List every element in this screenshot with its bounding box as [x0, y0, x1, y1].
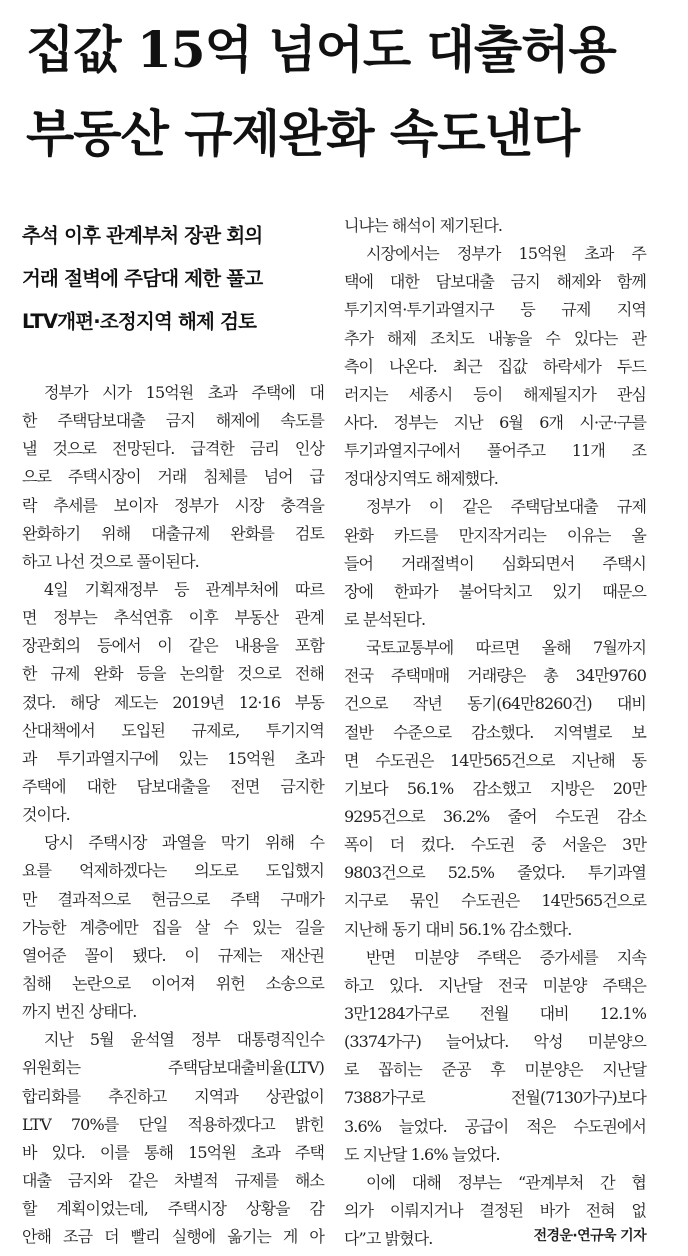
article-line: 한 주택담보대출 금지 해제에 속도를 — [22, 411, 324, 431]
article-line: 만 결과적으로 현금으로 주택 구매가 — [22, 889, 324, 909]
subheadline: LTV개편·조정지역 해제 검토 — [22, 310, 257, 333]
article-line: 장관회의 등에서 이 같은 내용을 포함 — [22, 636, 324, 656]
article-line: 9295건으로 36.2% 줄어 수도권 감소 — [344, 806, 646, 826]
article-line: 위원회는 주택담보대출비율(LTV) — [22, 1058, 324, 1078]
article-line: 투기지역·투기과열지구 등 규제 지역 — [344, 300, 646, 320]
article-line: 투기과열지구에서 풀어주고 11개 조 — [344, 441, 646, 461]
article-line: 할 계획이었는데, 주택시장 상황을 감 — [22, 1199, 324, 1219]
article-line: 택에 대한 담보대출 금지 해제와 함께 — [344, 272, 646, 292]
headline-line-1: 집값 15억 넘어도 대출허용 — [26, 20, 616, 79]
closing-line: 다”고 밝혔다. — [344, 1229, 433, 1249]
article-line: 반면 미분양 주택은 증가세를 지속 — [366, 947, 646, 967]
article-line: 지난해 동기 대비 56.1% 감소했다. — [344, 919, 572, 939]
article-line: 이에 대해 정부는 “관계부처 간 협 — [366, 1172, 646, 1192]
article-line: 7388가구로 전월(7130가구)보다 — [344, 1088, 646, 1108]
article-line: 국토교통부에 따르면 올해 7월까지 — [366, 638, 646, 658]
article-line: 낼 것으로 전망된다. 급격한 금리 인상 — [22, 439, 324, 459]
subheadline: 추석 이후 관계부처 장관 회의 — [22, 224, 263, 247]
article-line: 장에 한파가 불어닥치고 있기 때문으 — [344, 581, 646, 601]
article-line: 의가 이뤄지거나 결정된 바가 전혀 없 — [344, 1200, 646, 1220]
article-line: 지난 5월 윤석열 정부 대통령직인수 — [44, 1030, 324, 1050]
article-line: 바 있다. 이를 통해 15억원 초과 주택 — [22, 1142, 324, 1162]
article-line: 추가 해제 조치도 내놓을 수 있다는 관 — [344, 328, 646, 348]
article-line: 로 분석된다. — [344, 609, 426, 629]
byline: 전경운·연규욱 기자 — [533, 1228, 646, 1245]
article-line: 들어 거래절벽이 심화되면서 주택시 — [344, 553, 646, 573]
article-line: 대출 금지와 같은 차별적 규제를 해소 — [22, 1170, 324, 1190]
article-line: 폭이 더 컸다. 수도권 중 서울은 3만 — [344, 835, 646, 855]
left-column — [22, 212, 324, 1251]
article-line: 주택에 대한 담보대출을 전면 금지한 — [22, 776, 324, 796]
article-line: 면 정부는 추석연휴 이후 부동산 관계 — [22, 608, 324, 628]
article-line: (3374가구) 늘어났다. 악성 미분양으 — [344, 1032, 646, 1052]
article-line: 9803건으로 52.5% 줄었다. 투기과열 — [344, 863, 646, 883]
article-line: 절반 수준으로 감소했다. 지역별로 보 — [344, 722, 646, 742]
article-line: 로 꼽히는 준공 후 미분양은 지난달 — [344, 1060, 646, 1080]
article-line: 것이다. — [22, 805, 70, 825]
article-line: 당시 주택시장 과열을 막기 위해 수 — [44, 833, 324, 853]
article-line: 침해 논란으로 이어져 위헌 소송으로 — [22, 973, 324, 993]
right-column — [344, 212, 646, 1253]
article-line: 합리화를 추진하고 지역과 상관없이 — [22, 1086, 324, 1106]
article-line: 하고 있다. 지난달 전국 미분양 주택은 — [344, 975, 646, 995]
article-line: 니냐는 해석이 제기된다. — [344, 216, 503, 235]
article-line: 과 투기과열지구에 있는 15억원 초과 — [22, 748, 324, 768]
closing-row — [344, 1225, 646, 1253]
article-line: 러지는 세종시 등이 해제될지가 관심 — [344, 384, 646, 404]
article-line: 산대책에서 도입된 규제로, 투기지역 — [22, 720, 324, 740]
article-line: 지구로 묶인 수도권은 14만565건으로 — [344, 891, 646, 911]
left-column-body — [22, 379, 324, 1251]
article-line: 까지 번진 상태다. — [22, 1002, 137, 1022]
article-line: 기보다 56.1% 감소했고 지방은 20만 — [344, 778, 646, 798]
article-line: 정부가 시가 15억원 초과 주택에 대 — [44, 383, 324, 402]
article-line: 건으로 작년 동기(64만8260건) 대비 — [344, 694, 646, 714]
article-line: 면 수도권은 14만565건으로 지난해 동 — [344, 750, 646, 770]
article-line: 완화 카드를 만지작거리는 이유는 올 — [344, 525, 646, 545]
article-line: 한 규제 완화 등을 논의할 것으로 전해 — [22, 664, 324, 684]
article-line: 3.6% 늘었다. 공급이 적은 수도권에서 — [344, 1116, 646, 1136]
article-line: 3만1284가구로 전월 대비 12.1% — [344, 1003, 646, 1023]
article-line: 가능한 계층에만 집을 살 수 있는 길을 — [22, 917, 324, 937]
article-line: 안해 조금 더 빨리 실행에 옮기는 게 아 — [22, 1227, 324, 1247]
right-column-body — [344, 212, 646, 1225]
article-line: 측이 나온다. 최근 집값 하락세가 두드 — [344, 356, 646, 376]
article-line: 4일 기획재정부 등 관계부처에 따르 — [44, 579, 324, 599]
article-line: 열어준 꼴이 됐다. 이 규제는 재산권 — [22, 945, 324, 965]
article-line: 사다. 정부는 지난 6월 6개 시·군·구를 — [344, 412, 646, 432]
article-line: 정부가 이 같은 주택담보대출 규제 — [366, 497, 646, 517]
article-line: 졌다. 해당 제도는 2019년 12·16 부동 — [22, 692, 324, 712]
article-line: 전국 주택매매 거래량은 총 34만9760 — [344, 666, 646, 686]
subheadline: 거래 절벽에 주담대 제한 풀고 — [22, 267, 263, 290]
article-line: 완화하기 위해 대출규제 완화를 검토 — [22, 523, 324, 543]
headline-line-2: 부동산 규제완화 속도낸다 — [26, 104, 580, 163]
article-line: 정대상지역도 해제했다. — [344, 469, 498, 489]
article-line: 락 추세를 보이자 정부가 시장 충격을 — [22, 495, 324, 515]
article-line: 시장에서는 정부가 15억원 초과 주 — [366, 244, 646, 264]
article-line: 요를 억제하겠다는 의도로 도입했지 — [22, 861, 324, 881]
article-line: 하고 나선 것으로 풀이된다. — [22, 551, 199, 571]
article-line: 도 지난달 1.6% 늘었다. — [344, 1144, 500, 1164]
article-line: 으로 주택시장이 거래 침체를 넘어 급 — [22, 467, 324, 487]
article-line: LTV 70%를 단일 적용하겠다고 밝힌 — [22, 1114, 324, 1134]
subheadline-spacer — [22, 343, 324, 379]
